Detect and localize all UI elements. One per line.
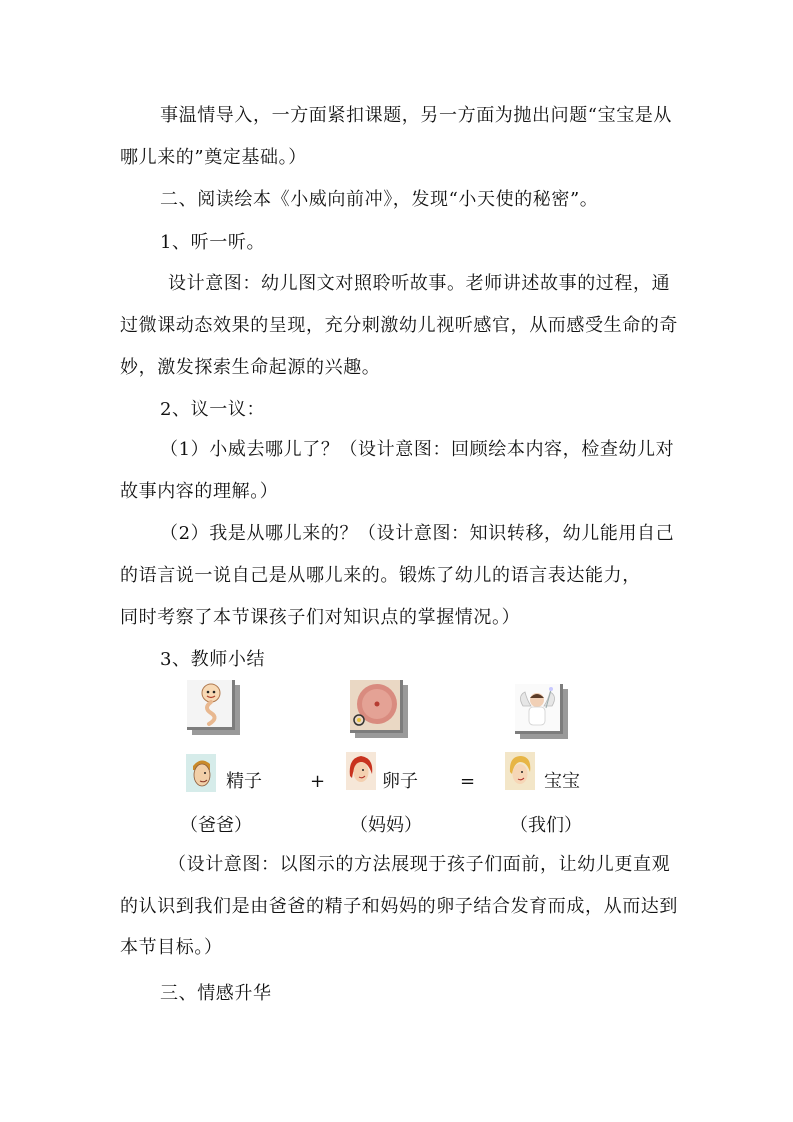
sperm-cartoon-icon: [187, 680, 235, 730]
paragraph-line: （1）小威去哪儿了？（设计意图：回顾绘本内容，检查幼儿对: [160, 439, 675, 460]
section-heading: 二、阅读绘本《小威向前冲》，发现“小天使的秘密”。: [160, 189, 599, 210]
paragraph-line: 故事内容的理解。）: [120, 481, 279, 502]
us-label: （我们）: [510, 815, 582, 836]
paragraph-line: 过微课动态效果的呈现，充分刺激幼儿视听感官，从而感受生命的奇: [120, 315, 678, 336]
paragraph-line: 的认识到我们是由爸爸的精子和妈妈的卵子结合发育而成，从而达到: [120, 896, 678, 917]
paragraph-line: （设计意图：以图示的方法展现于孩子们面前，让幼儿更直观: [168, 854, 671, 875]
egg-label: 卵子: [382, 771, 418, 792]
baby-angel-icon: [515, 684, 563, 734]
subheading: 1、听一听。: [160, 232, 266, 253]
dad-face-icon: [186, 754, 216, 792]
sperm-label: 精子: [226, 771, 262, 792]
paragraph-line: （2）我是从哪儿来的？（设计意图：知识转移，幼儿能用自己: [160, 523, 675, 544]
dad-label: （爸爸）: [180, 815, 252, 836]
paragraph-line: 事温情导入，一方面紧扣课题，另一方面为抛出问题“宝宝是从: [160, 105, 672, 126]
mom-label: （妈妈）: [350, 815, 422, 836]
section-heading: 三、情感升华: [160, 983, 272, 1004]
subheading: 2、议一议：: [160, 399, 266, 420]
equals-sign: =: [460, 771, 476, 792]
paragraph-line: 哪儿来的”奠定基础。）: [120, 147, 307, 168]
paragraph-line: 妙，激发探索生命起源的兴趣。: [120, 357, 381, 378]
plus-sign: +: [310, 771, 326, 792]
subheading: 3、教师小结: [160, 649, 266, 670]
baby-label: 宝宝: [544, 771, 580, 792]
paragraph-line: 设计意图：幼儿图文对照聆听故事。老师讲述故事的过程，通: [168, 273, 671, 294]
paragraph-line: 本节目标。）: [120, 937, 223, 958]
paragraph-line: 的语言说一说自己是从哪儿来的。锻炼了幼儿的语言表达能力，: [120, 565, 641, 586]
mom-face-icon: [346, 752, 376, 790]
paragraph-line: 同时考察了本节课孩子们对知识点的掌握情况。）: [120, 607, 521, 628]
egg-cell-icon: [350, 680, 403, 733]
child-face-icon: [505, 752, 535, 790]
